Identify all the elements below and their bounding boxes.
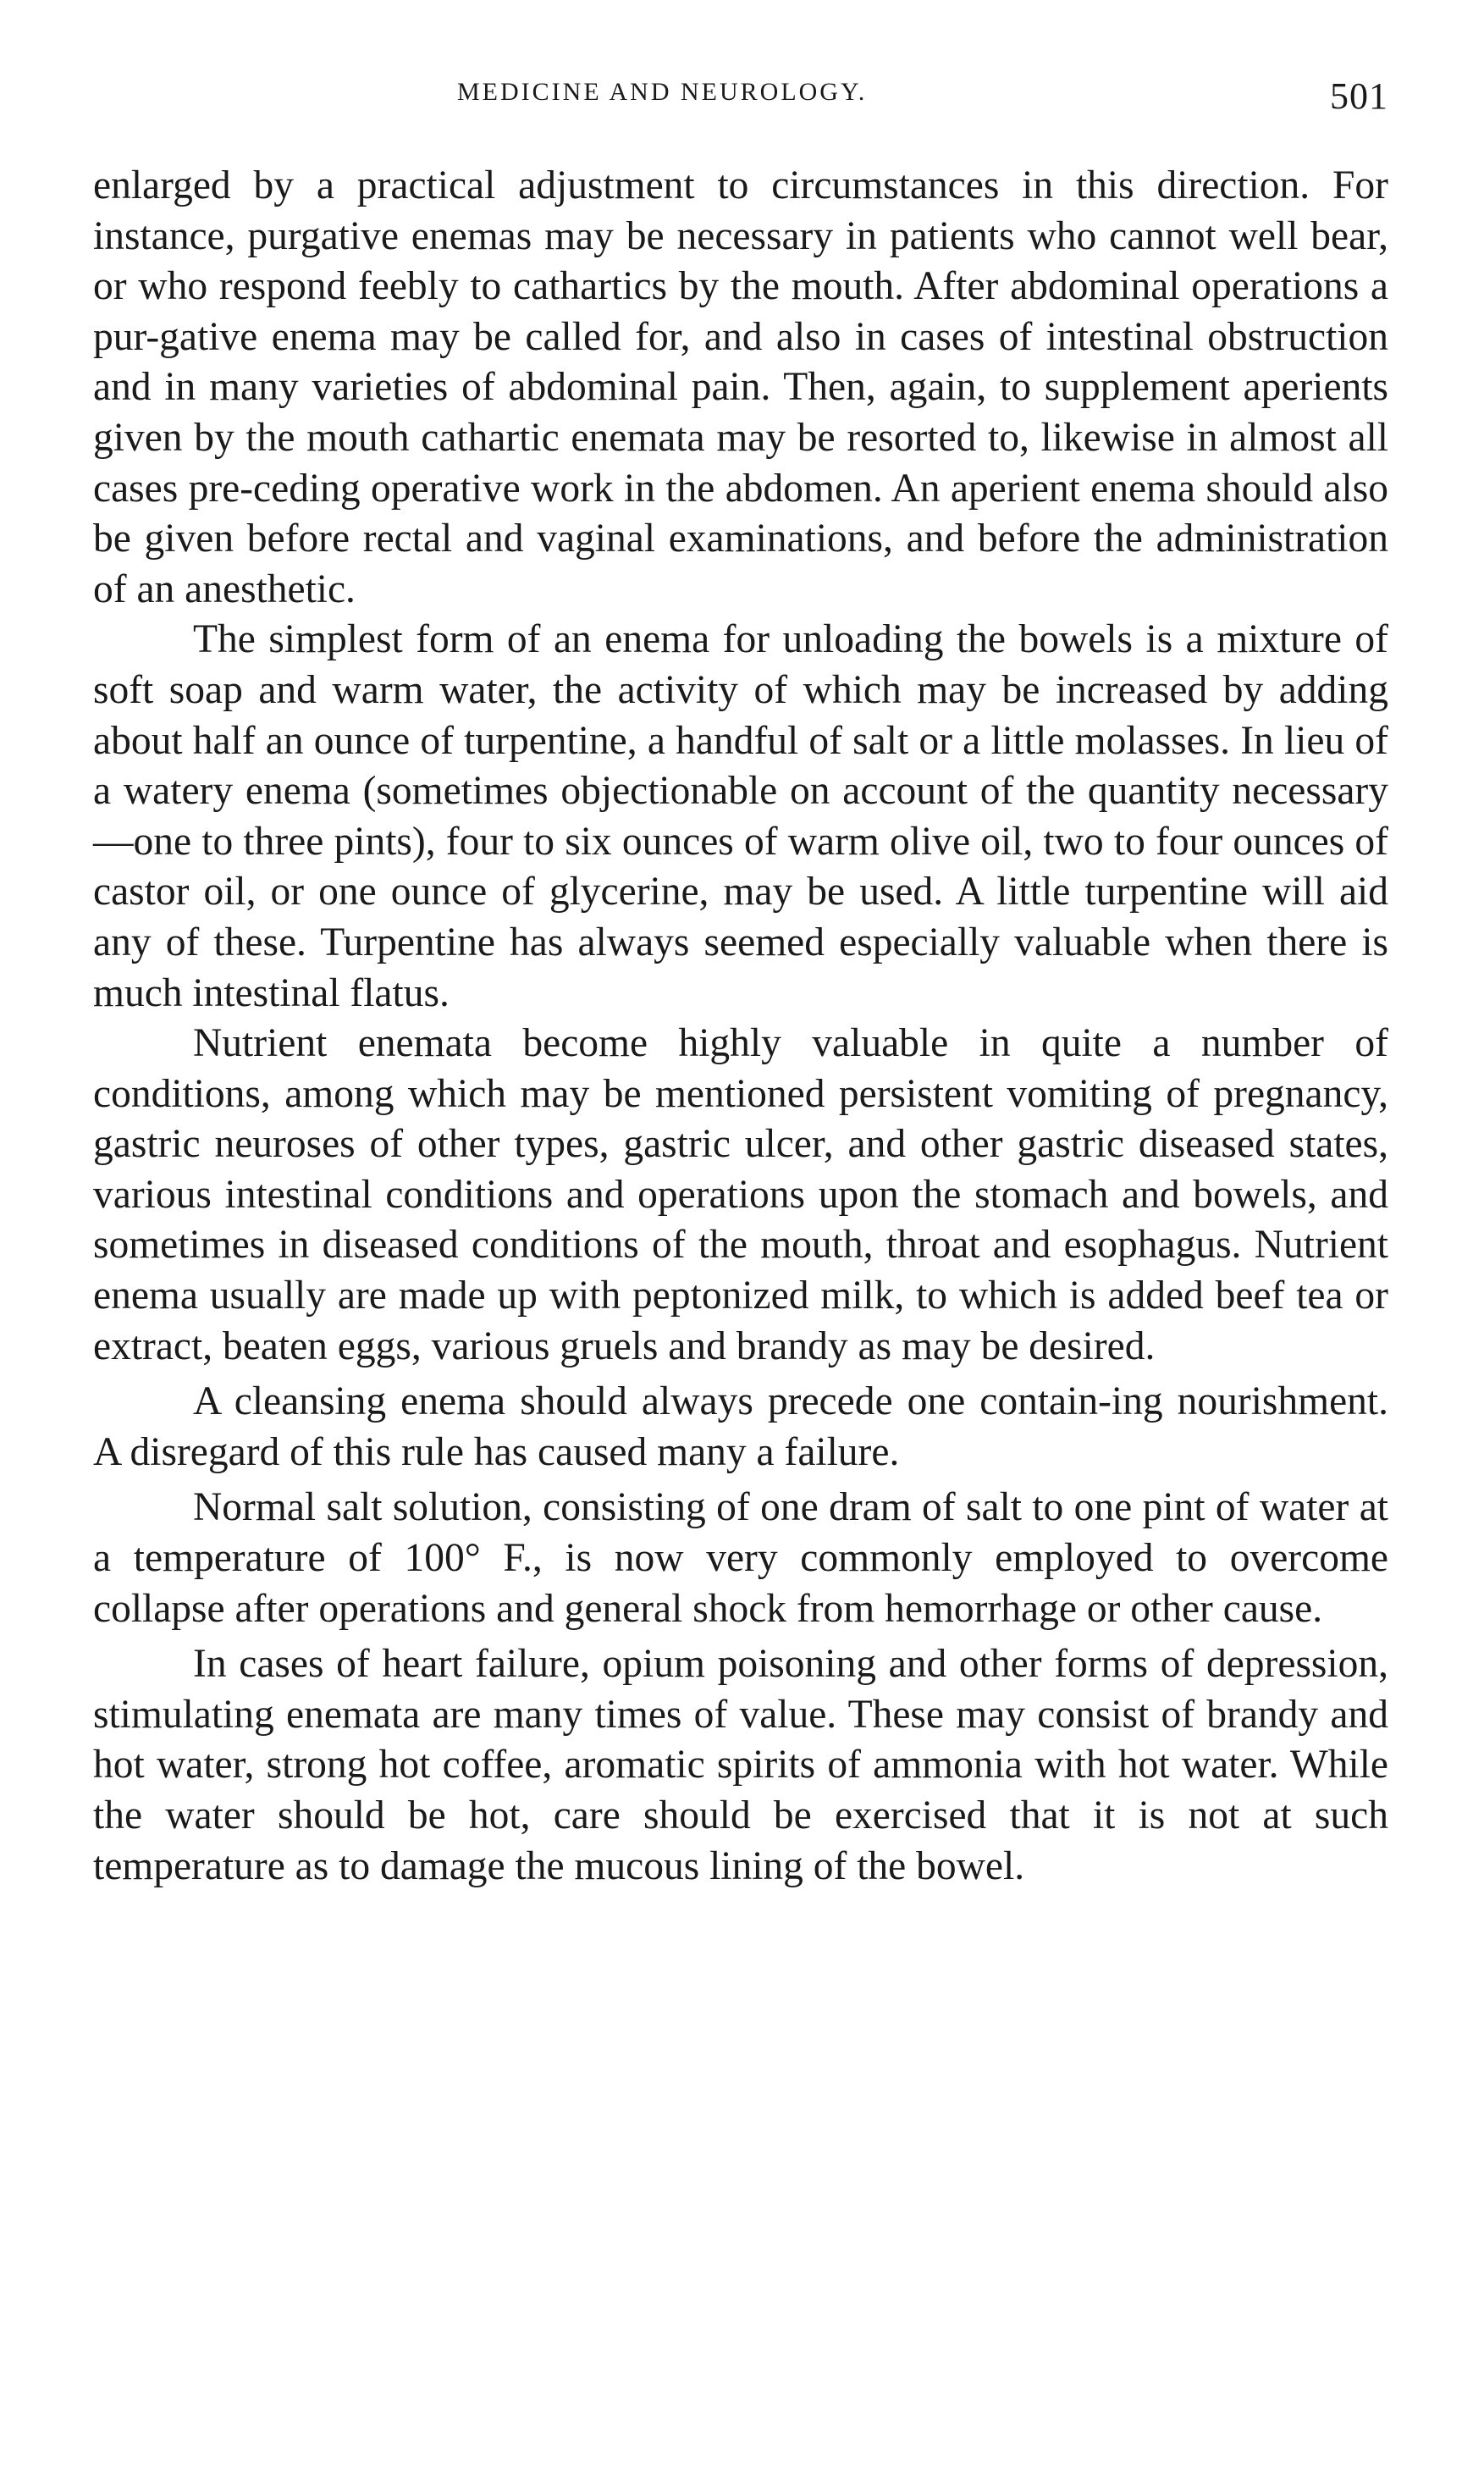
page-number: 501 — [1330, 75, 1388, 117]
paragraph-cleansing-enema: A cleansing enema should always precede one contain-ing nourishment. A disregard of this rule has caused many a failure. — [93, 1379, 1388, 1474]
paragraph-nutrient-enemata: Nutrient enemata become highly valuable in quite a number of conditions, among which may be mentioned persistent vomiting of pregnancy, gastric neuroses of other types, gastric ulcer, and other gastric diseased states, various intestinal conditions and operations upon the stomach and bowels, and sometimes in diseased conditions of the mouth, throat and esophagus. Nutrient enema usually are made up with peptonized milk, to which is added beef tea or extract, beaten eggs, various gruels and brandy as may be desired. — [93, 1021, 1388, 1368]
book-page — [93, 0, 1388, 2492]
running-title: MEDICINE AND NEUROLOGY. — [457, 78, 868, 106]
running-head — [93, 75, 1388, 125]
paragraph-simplest-enema: The simplest form of an enema for unloading the bowels is a mixture of soft soap and warm water, the activity of which may be increased by adding about half an ounce of turpentine, a handful of salt or a little molasses. In lieu of a watery enema (sometimes objectionable on account of the quantity necessary—one to three pints), four to six ounces of warm olive oil, two to four ounces of castor oil, or one ounce of glycerine, may be used. A little turpentine will aid any of these. Turpentine has always seemed especially valuable when there is much intestinal flatus. — [93, 617, 1388, 1015]
paragraph-normal-salt-solution: Normal salt solution, consisting of one dram of salt to one pint of water at a temperature of 100° F., is now very commonly employed to overcome collapse after operations and general shock from hemorrhage or other cause. — [93, 1485, 1388, 1631]
paragraph-enema-uses: enlarged by a practical adjustment to circumstances in this direction. For instance, purgative enemas may be necessary in patients who cannot well bear, or who respond feebly to cathartics by the mouth. After abdominal operations a pur-gative enema may be called for, and also in cases of intestinal obstruction and in many varieties of abdominal pain. Then, again, to supplement aperients given by the mouth cathartic enemata may be resorted to, likewise in almost all cases pre-ceding operative work in the abdomen. An aperient enema should also be given before rectal and vaginal examinations, and before the administration of an anesthetic. — [93, 163, 1388, 611]
paragraph-stimulating-enemata: In cases of heart failure, opium poisoning and other forms of depression, stimulating enemata are many times of value. These may consist of brandy and hot water, strong hot coffee, aromatic spirits of ammonia with hot water. While the water should be hot, care should be exercised that it is not at such temperature as to damage the mucous lining of the bowel. — [93, 1642, 1388, 1888]
body-text — [93, 161, 1388, 1892]
